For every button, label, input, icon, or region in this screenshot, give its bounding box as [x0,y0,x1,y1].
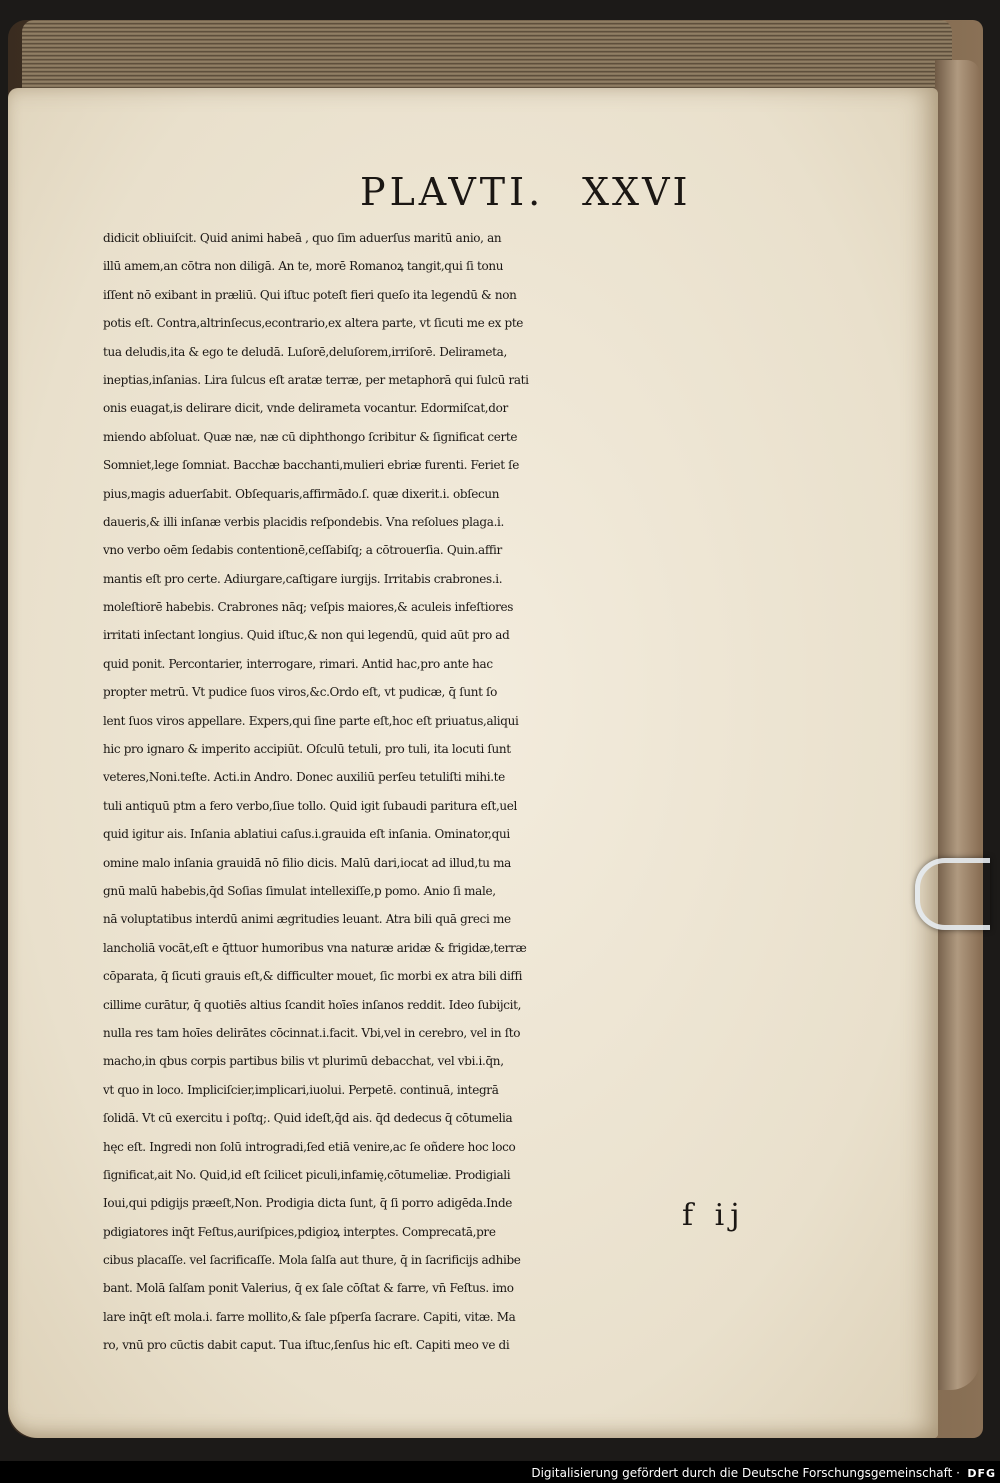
text-line: nā voluptatibus interdū animi ægritudies leuant. Atra bili quā greci me [103,912,511,927]
text-line: gnū malū habebis,q̄d Soſias ſimulat intellexiſſe,p pomo. Anio ſi male, [103,883,496,898]
text-line: propter metrū. Vt pudice ſuos viros,&c.Ordo eſt, vt pudicæ, q̄ ſunt ſo [103,685,498,700]
text-line: lare inq̄t eſt mola.i. farre mollito,& ſale pſperſa ſacrare. Capiti, vitæ. Ma [103,1309,516,1324]
text-line: daueris,& illi inſanæ verbis placidis reſpondebis. Vna reſolues plaga.i. [103,514,504,529]
text-line: vno verbo oēm ſedabis contentionē,ceſſabiſq; a cōtrouerſia. Quin.affir [103,543,502,558]
text-line: moleſtiorē habebis. Crabrones nāq; veſpis maiores,& aculeis infeſtiores [103,600,514,615]
text-line: didicit obliuiſcit. Quid animi habeā , quo ſim aduerſus maritū anio, an [103,231,502,245]
text-line: tua deludis,ita & ego te deludā. Luſorē,deluſorem,irriſorē. Delirameta, [103,344,507,359]
running-head [360,170,760,220]
text-line: potis eſt. Contra,altrinſecus,econtrario,ex altera parte, vt ſicuti me ex pte [103,316,524,331]
book-fore-edge [935,60,980,1390]
text-line: iſſent nō exibant in præliū. Qui iſtuc poteſt fieri queſo ita legendū & non [103,287,517,302]
running-head-title: PLAVTI. [360,170,545,214]
folio-number: XXVI [582,170,691,214]
text-line: cibus placaſſe. vel ſacrificaſſe. Mola ſalſa aut thure, q̄ in ſacrificijs adhibe [103,1253,521,1268]
text-line: mantis eſt pro certe. Adiurgare,caſtigare iurgijs. Irritabis crabrones.i. [103,571,503,586]
text-line: cōparata, q̄ ſicuti grauis eſt,& difficulter mouet, ſic morbi ex atra bili diffi [103,969,523,984]
funding-credit: Digitalisierung gefördert durch die Deutsche Forschungsgemeinschaft · [531,1466,960,1480]
text-line: Somniet,lege ſomniat. Bacchæ bacchanti,mulieri ebriæ furenti. Feriet ſe [103,458,520,473]
page-clip [915,858,990,930]
text-line: vt quo in loco. Impliciſcier,implicari,iuolui. Perpetē. continuā, integrā [103,1082,499,1097]
text-line: illū amem,an cōtra non diligā. An te, morē Romanoꝝ tangit,qui ſi tonu [103,259,504,274]
text-line: lancholiā vocāt,eſt e q̄ttuor humoribus vna naturæ aridæ & frigidæ,terræ [103,940,527,955]
text-line: nulla res tam hoīes delirātes cōcinnat.i.facit. Vbi,vel in cerebro, vel in ſto [103,1025,521,1040]
text-line: hic pro ignaro & imperito accipiūt. Oſculū tetuli, pro tuli, ita locuti ſunt [103,742,511,757]
text-line: ro, vnū pro cūctis dabit caput. Tua iſtuc,ſenſus hic eſt. Capiti meo ve di [103,1338,510,1353]
footer-bar [0,1461,1000,1483]
signature-mark: f ij [682,1198,746,1233]
text-line: quid igitur ais. Inſania ablatiui caſus.i.grauida eſt inſania. Ominator,qui [103,827,510,842]
text-line: tuli antiquū ptm a fero verbo,ſiue tollo. Quid igit ſubaudi paritura eſt,uel [103,798,518,813]
text-line: hęc eſt. Ingredi non ſolū introgradi,ſed etiā venire,ac ſe oñdere hoc loco [103,1139,516,1154]
text-line: bant. Molā ſalſam ponit Valerius, q̄ ex ſale cōſtat & farre, vn̄ Feſtus. imo [103,1281,514,1296]
text-line: pdigiatores inq̄t Feſtus,auriſpices,pdigioꝝ interptes. Comprecatā,pre [103,1224,496,1239]
text-line: quid ponit. Percontarier, interrogare, rimari. Antid hac,pro ante hac [103,656,493,671]
text-line: ſolidā. Vt cū exercitu i poſtq;. Quid ideſt,q̄d ais. q̄d dedecus q̄ cōtumelia [103,1111,513,1126]
text-line: veteres,Noni.teſte. Acti.in Andro. Donec auxiliū perſeu tetuliſti mihi.te [103,770,505,785]
text-line: ineptias,inſanias. Lira ſulcus eſt aratæ terræ, per metaphorā qui ſulcū rati [103,372,529,387]
text-line: irritati inſectant longius. Quid iſtuc,& non qui legendū, quid aūt pro ad [103,628,510,643]
text-line: pius,magis aduerſabit. Obſequaris,affirmādo.ſ. quæ dixerit.i. obſecun [103,486,500,501]
text-line: cillime curātur, q̄ quotiēs altius ſcandit hoīes inſanos reddit. Ideo ſubijcit, [103,997,522,1012]
page-edges [22,20,952,90]
commentary-text-block [103,224,823,1360]
text-line: ſignificat,ait No. Quid,id eſt ſcilicet piculi,infamię,cōtumeliæ. Prodigiali [103,1167,511,1182]
text-line: lent ſuos viros appellare. Expers,qui ſine parte eſt,hoc eſt priuatus,aliqui [103,713,519,728]
text-line: omine malo inſania grauidā nō filio dicis. Malū dari,iocat ad illud,tu ma [103,855,511,870]
text-line: Ioui,qui pdigijs præeſt,Non. Prodigia dicta ſunt, q̄ ſi porro adigēda.Inde [103,1196,513,1211]
dfg-logo: DFG [967,1467,996,1480]
text-line: onis euagat,is delirare dicit, vnde delirameta vocantur. Edormiſcat,dor [103,401,508,416]
text-line: macho,in qbus corpis partibus bilis vt plurimū debacchat, vel vbi.i.q̄n, [103,1054,504,1069]
text-line: miendo abſoluat. Quæ næ, næ cū diphthongo ſcribitur & ſignificat certe [103,429,518,444]
